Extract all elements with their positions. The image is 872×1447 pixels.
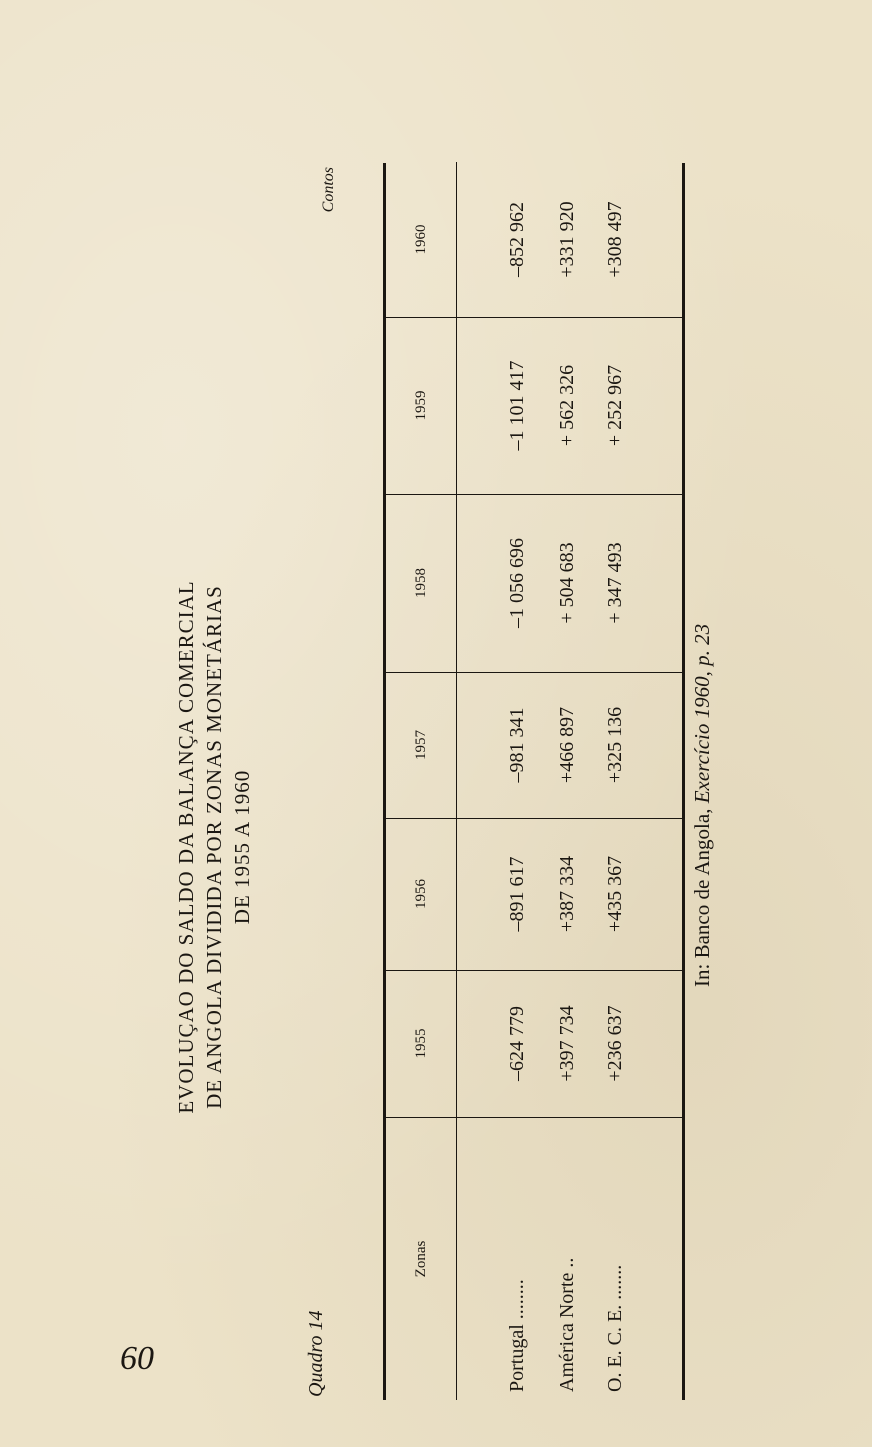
column-zonas	[386, 1118, 682, 1400]
column-header: 1960	[386, 162, 457, 317]
table-cell: +387 334	[555, 855, 578, 933]
zona-label: Portugal ........	[505, 1279, 528, 1392]
title-line-2: DE ANGOLA DIVIDIDA POR ZONAS MONETÁRIAS	[202, 585, 226, 1109]
table-cell: +236 637	[603, 1005, 626, 1082]
unit-label: Contos	[320, 167, 337, 213]
table-cell: +325 136	[603, 706, 626, 784]
column-1955	[386, 970, 682, 1118]
table-number-label: Quadro 14	[305, 1310, 327, 1397]
source-prefix: In: Banco de Angola,	[690, 803, 714, 987]
column-1960	[386, 162, 682, 318]
table-cell: +308 497	[603, 201, 626, 278]
source-italic: Exercício 1960, p. 23	[690, 623, 714, 804]
table-cell: –891 617	[505, 856, 528, 932]
column-1958	[386, 494, 682, 673]
column-1956	[386, 818, 682, 971]
table-cell: –1 056 696	[505, 538, 528, 628]
source-citation	[690, 187, 715, 987]
table-cell: +331 920	[555, 201, 578, 278]
zona-label: O. E. C. E. .......	[603, 1264, 626, 1392]
table-cell: –1 101 417	[505, 360, 528, 451]
table-cell: + 562 326	[555, 364, 578, 447]
title-line-3: DE 1955 A 1960	[230, 769, 254, 925]
title-line-1: EVOLUÇAO DO SALDO DA BALANÇA COMERCIAL	[174, 580, 198, 1114]
column-header: 1957	[386, 672, 457, 818]
page-number: 60	[120, 1340, 154, 1377]
table-cell: + 252 967	[603, 364, 626, 447]
table-cell: + 347 493	[603, 542, 626, 624]
column-header: 1956	[386, 818, 457, 970]
zona-label: América Norte ..	[555, 1257, 578, 1392]
table-cell: +397 734	[555, 1005, 578, 1082]
column-header: 1958	[386, 494, 457, 672]
column-header: 1955	[386, 970, 457, 1117]
balance-table	[383, 163, 685, 1400]
column-1957	[386, 672, 682, 819]
table-cell: –981 341	[505, 707, 528, 783]
table-title	[172, 547, 256, 1147]
table-cell: –624 779	[505, 1006, 528, 1081]
table-cell: +466 897	[555, 706, 578, 784]
column-1959	[386, 317, 682, 495]
column-header: 1959	[386, 317, 457, 494]
table-cell: + 504 683	[555, 542, 578, 624]
column-header: Zonas	[386, 1118, 457, 1400]
table-cell: +435 367	[603, 855, 626, 933]
table-cell: –852 962	[505, 202, 528, 277]
